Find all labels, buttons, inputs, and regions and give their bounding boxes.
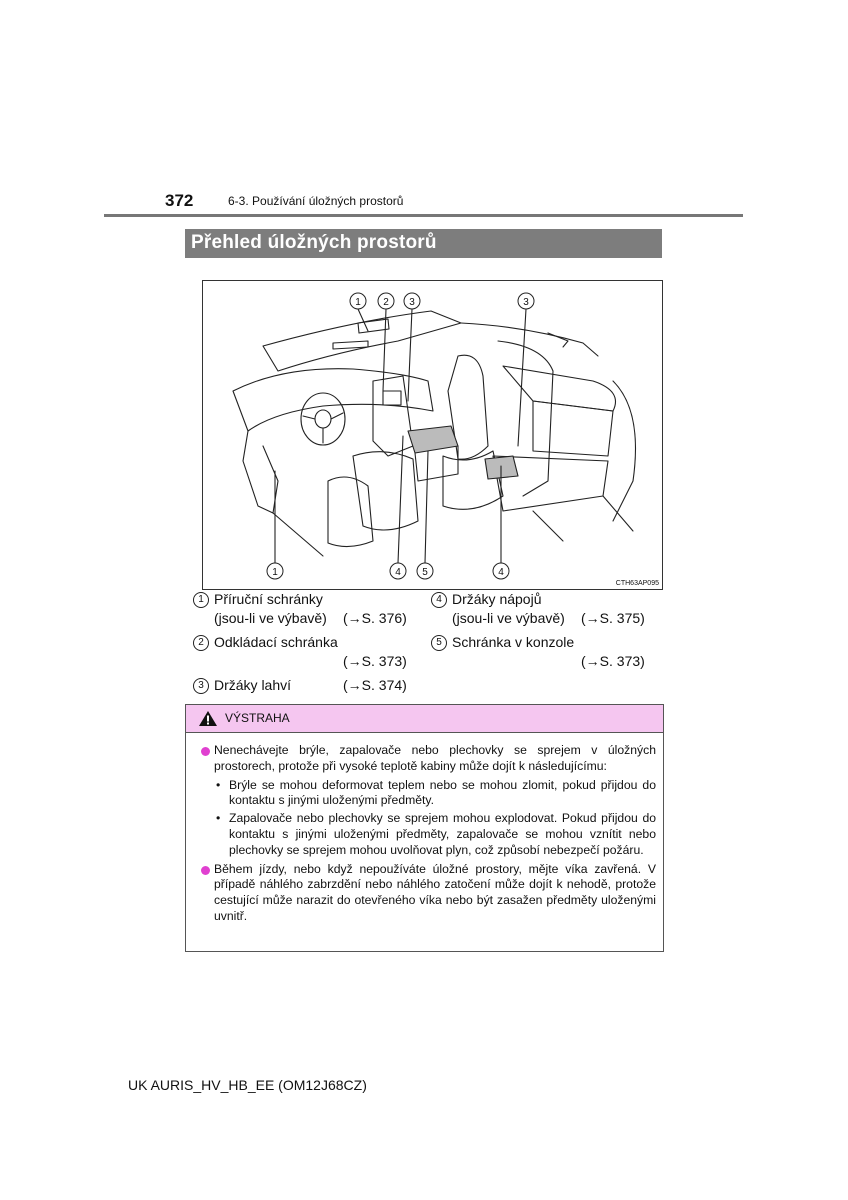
header-divider xyxy=(104,214,743,217)
page-reference[interactable]: (→S. 375) xyxy=(581,610,645,626)
page-reference[interactable]: (→S. 373) xyxy=(581,653,645,669)
page-reference[interactable]: (→S. 373) xyxy=(343,653,407,669)
warning-subitem xyxy=(201,778,656,810)
legend-label: Schránka v konzole xyxy=(452,634,575,650)
legend-label: Držáky lahví xyxy=(214,677,292,693)
bullet-icon: • xyxy=(216,777,221,792)
figure-code: CTH63AP095 xyxy=(615,580,659,587)
warning-subtext: Brýle se mohou deformovat teplem nebo se mohou zlomit, pokud přijdou do kontaktu s jinými uloženými předměty. xyxy=(229,777,656,808)
legend-number: 5 xyxy=(431,635,447,651)
warning-paragraph xyxy=(201,862,656,925)
callout-4b-bottom-label: 4 xyxy=(498,567,504,578)
car-interior-drawing xyxy=(203,281,662,589)
callout-2-top-label: 2 xyxy=(383,297,389,308)
page-reference[interactable]: (→S. 374) xyxy=(343,677,407,693)
callout-1-top-label: 1 xyxy=(355,297,361,308)
callout-4-bottom-label: 4 xyxy=(395,567,401,578)
legend-number: 2 xyxy=(193,635,209,651)
callout-3-top-label: 3 xyxy=(409,297,415,308)
callout-5-bottom-label: 5 xyxy=(422,567,428,578)
warning-triangle-icon xyxy=(198,710,218,727)
warning-subtext: Zapalovače nebo plechovky se sprejem mohou explodovat. Pokud přijdou do kontaktu s jinými uloženými předměty, zapalovače se mohou vznítit nebo plechovky se sprejem mohou uvolňovat plyn, což způsobí nebezpečí požáru. xyxy=(229,811,656,857)
page-number: 372 xyxy=(165,191,194,210)
callout-1-bottom-label: 1 xyxy=(272,567,278,578)
footer-code: UK AURIS_HV_HB_EE (OM12J68CZ) xyxy=(128,1077,367,1093)
legend-label: Příruční schránky xyxy=(214,591,323,607)
section-label: 6-3. Používání úložných prostorů xyxy=(228,194,404,208)
warning-paragraph xyxy=(201,743,656,775)
legend xyxy=(0,590,848,700)
warning-box xyxy=(185,704,664,952)
page-title: Přehled úložných prostorů xyxy=(191,232,437,253)
page-reference[interactable]: (→S. 376) xyxy=(343,610,407,626)
warning-title: VÝSTRAHA xyxy=(225,711,290,725)
legend-number: 3 xyxy=(193,678,209,694)
warning-text: Nenechávejte brýle, zapalovače nebo plechovky se sprejem v úložných prostorech, protože při vysoké teplotě kabiny může dojít k následujícímu: xyxy=(214,743,656,773)
legend-label: Odkládací schránka xyxy=(214,634,338,650)
legend-sublabel: (jsou-li ve výbavě) xyxy=(452,610,565,626)
warning-text: Během jízdy, nebo když nepoužíváte úložné prostory, mějte víka zavřená. V případě náhlého zabrzdění nebo náhlého zatočení může dojít k nehodě, protože cestující může narazit do otevřeného víka nebo být zasažen předměty uloženými uvnitř. xyxy=(214,861,656,923)
legend-number: 4 xyxy=(431,592,447,608)
callout-3b-top-label: 3 xyxy=(523,297,529,308)
interior-illustration xyxy=(202,280,663,590)
bullet-icon: • xyxy=(216,811,221,826)
warning-body xyxy=(201,743,656,925)
legend-label: Držáky nápojů xyxy=(452,591,542,607)
bullet-dot-icon xyxy=(201,866,210,875)
page-header xyxy=(0,0,848,220)
legend-sublabel: (jsou-li ve výbavě) xyxy=(214,610,327,626)
warning-header xyxy=(186,705,663,733)
bullet-dot-icon xyxy=(201,747,210,756)
legend-number: 1 xyxy=(193,592,209,608)
warning-subitem xyxy=(201,811,656,858)
title-bar xyxy=(185,229,662,258)
